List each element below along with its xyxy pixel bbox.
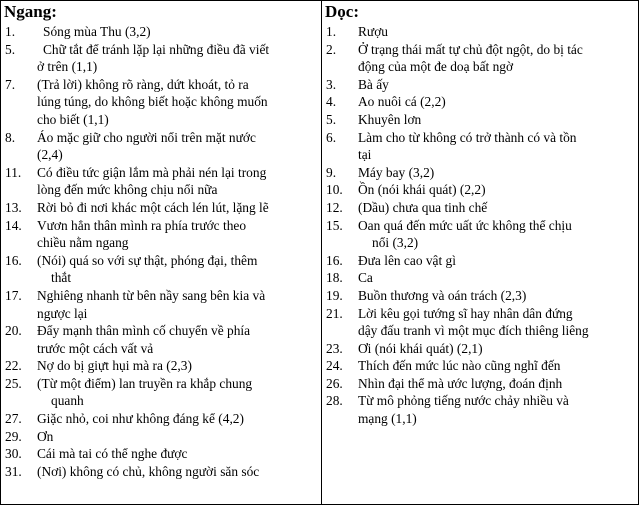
down-clue bbox=[322, 41, 638, 76]
clue-number: 23. bbox=[326, 340, 343, 356]
clue-text-continued: lòng đến mức không chịu nổi nữa bbox=[37, 182, 218, 198]
down-clue bbox=[322, 181, 638, 199]
clue-text: Làm cho từ không có trở thành có và tồn bbox=[358, 129, 577, 145]
clue-text: Thích đến mức lúc nào cũng nghĩ đến bbox=[358, 358, 561, 374]
across-clue-list bbox=[1, 23, 321, 480]
clue-text: Buồn thương và oán trách (2,3) bbox=[358, 287, 527, 303]
across-clue bbox=[1, 217, 321, 252]
clue-text: Rượu bbox=[358, 24, 388, 39]
clue-text-continued: mạng (1,1) bbox=[358, 411, 417, 427]
clue-text: Bà ấy bbox=[358, 76, 389, 92]
across-clue bbox=[1, 463, 321, 481]
clue-number: 1. bbox=[326, 24, 337, 39]
clue-text: Chữ tắt để tránh lặp lại những điều đã viết bbox=[43, 41, 270, 57]
clue-number: 8. bbox=[5, 129, 16, 145]
clue-number: 28. bbox=[326, 393, 343, 409]
clue-number: 1. bbox=[5, 24, 16, 39]
down-clue bbox=[322, 217, 638, 252]
across-clue bbox=[1, 428, 321, 446]
clue-number: 13. bbox=[5, 199, 22, 215]
clue-text-continued: nổi (3,2) bbox=[372, 235, 419, 251]
clue-number: 16. bbox=[326, 252, 343, 268]
clue-number: 24. bbox=[326, 358, 343, 374]
clue-text: Ao nuôi cá (2,2) bbox=[358, 94, 446, 110]
clue-number: 21. bbox=[326, 305, 343, 321]
clue-number: 15. bbox=[326, 217, 343, 233]
down-clue bbox=[322, 340, 638, 358]
clue-text-continued: ở trên (1,1) bbox=[37, 59, 98, 75]
clue-text: Đẩy mạnh thân mình cố chuyển về phía bbox=[37, 323, 251, 339]
clue-text: (Nơi) không có chủ, không người săn sóc bbox=[37, 463, 260, 479]
down-clue bbox=[322, 23, 638, 41]
clue-number: 6. bbox=[326, 129, 337, 145]
clue-text: Ở trạng thái mất tự chủ đột ngột, do bị tác bbox=[358, 41, 583, 57]
down-title: Dọc: bbox=[325, 2, 359, 21]
down-clue-list bbox=[322, 23, 638, 428]
clue-text: (Nói) quá so với sự thật, phóng đại, thêm bbox=[37, 252, 258, 268]
clue-number: 2. bbox=[326, 41, 337, 57]
clue-number: 16. bbox=[5, 252, 22, 268]
clue-text-continued: tại bbox=[358, 147, 372, 163]
clue-text: Từ mô phỏng tiếng nước chảy nhiều và bbox=[358, 393, 569, 409]
clue-text: Đưa lên cao vật gì bbox=[358, 252, 456, 268]
clue-text-continued: quanh bbox=[51, 393, 84, 409]
across-clue bbox=[1, 129, 321, 164]
clue-number: 26. bbox=[326, 375, 343, 391]
across-clue bbox=[1, 322, 321, 357]
clue-number: 27. bbox=[5, 411, 22, 427]
clue-number: 5. bbox=[326, 111, 337, 127]
clue-text: Ơi (nói khái quát) (2,1) bbox=[358, 340, 483, 356]
clue-number: 29. bbox=[5, 428, 22, 444]
clue-number: 7. bbox=[5, 76, 16, 92]
down-clue bbox=[322, 199, 638, 217]
across-clue bbox=[1, 375, 321, 410]
across-clue bbox=[1, 357, 321, 375]
clue-number: 14. bbox=[5, 217, 22, 233]
clue-text: Nghiêng nhanh từ bên nầy sang bên kia và bbox=[37, 287, 266, 303]
down-clue bbox=[322, 357, 638, 375]
clue-number: 4. bbox=[326, 94, 337, 110]
clue-text-continued: chiều nằm ngang bbox=[37, 235, 129, 251]
clue-number: 22. bbox=[5, 358, 22, 374]
across-clue bbox=[1, 445, 321, 463]
clue-text-continued: thắt bbox=[51, 270, 72, 286]
clue-text: Giặc nhỏ, coi như không đáng kể (4,2) bbox=[37, 411, 244, 427]
clue-text-continued: trước một cách vất vả bbox=[37, 340, 154, 356]
clue-number: 19. bbox=[326, 287, 343, 303]
clue-text: Ơn bbox=[37, 428, 54, 444]
down-column bbox=[322, 1, 638, 504]
across-clue bbox=[1, 76, 321, 129]
clue-text-continued: cho biết (1,1) bbox=[37, 111, 109, 127]
across-clue bbox=[1, 23, 321, 41]
clue-text-continued: ngược lại bbox=[37, 305, 88, 321]
clue-text: Nhìn đại thể mà ước lượng, đoán định bbox=[358, 375, 563, 391]
down-clue bbox=[322, 93, 638, 111]
clue-text: Ca bbox=[358, 270, 373, 286]
clue-number: 31. bbox=[5, 463, 22, 479]
down-clue bbox=[322, 287, 638, 305]
clue-number: 10. bbox=[326, 182, 343, 198]
clue-text: Nợ do bị giựt hụi mà ra (2,3) bbox=[37, 358, 192, 374]
clue-number: 30. bbox=[5, 446, 22, 462]
clue-text: Rời bỏ đi nơi khác một cách lén lút, lặng lẽ bbox=[37, 199, 269, 215]
down-clue bbox=[322, 129, 638, 164]
clue-text: Khuyên lơn bbox=[358, 111, 422, 127]
across-clue bbox=[1, 410, 321, 428]
clue-text: Oan quá đến mức uất ức không thể chịu bbox=[358, 217, 572, 233]
across-clue bbox=[1, 199, 321, 217]
across-column bbox=[1, 1, 322, 504]
clue-text: Cái mà tai có thể nghe được bbox=[37, 446, 188, 462]
clue-number: 5. bbox=[5, 41, 16, 57]
clue-number: 9. bbox=[326, 164, 337, 180]
clue-text: (Dầu) chưa qua tinh chế bbox=[358, 199, 488, 215]
clue-number: 3. bbox=[326, 76, 337, 92]
clue-text: (Từ một điểm) lan truyền ra khắp chung bbox=[37, 375, 253, 391]
clue-text: (Trả lời) không rõ ràng, dứt khoát, tỏ ra bbox=[37, 76, 249, 92]
clue-number: 25. bbox=[5, 375, 22, 391]
down-clue bbox=[322, 76, 638, 94]
across-clue bbox=[1, 164, 321, 199]
down-clue bbox=[322, 375, 638, 393]
clue-text: Vươn hẳn thân mình ra phía trước theo bbox=[37, 217, 247, 233]
clue-text-continued: động của một đe doạ bất ngờ bbox=[358, 59, 514, 75]
across-clue bbox=[1, 287, 321, 322]
clue-text: Ồn (nói khái quát) (2,2) bbox=[358, 182, 486, 198]
clue-text: Lời kêu gọi tướng sĩ hay nhân dân đứng bbox=[358, 305, 573, 321]
clue-number: 17. bbox=[5, 287, 22, 303]
down-clue bbox=[322, 392, 638, 427]
down-clue bbox=[322, 269, 638, 287]
clue-text-continued: (2,4) bbox=[37, 147, 63, 163]
clue-text: Sóng mùa Thu (3,2) bbox=[43, 24, 151, 39]
down-clue bbox=[322, 305, 638, 340]
down-clue bbox=[322, 164, 638, 182]
clue-number: 12. bbox=[326, 199, 343, 215]
clue-number: 20. bbox=[5, 323, 22, 339]
clue-text: Có điều tức giận lắm mà phải nén lại trong bbox=[37, 164, 267, 180]
clue-text: Máy bay (3,2) bbox=[358, 164, 435, 180]
down-clue bbox=[322, 252, 638, 270]
across-title: Ngang: bbox=[4, 2, 57, 21]
clue-text-continued: lúng túng, do không biết hoặc không muốn bbox=[37, 94, 268, 110]
clue-number: 18. bbox=[326, 270, 343, 286]
clue-text: Áo mặc giữ cho người nổi trên mặt nước bbox=[37, 129, 256, 145]
across-clue bbox=[1, 252, 321, 287]
across-clue bbox=[1, 41, 321, 76]
down-clue bbox=[322, 111, 638, 129]
clue-number: 11. bbox=[5, 164, 22, 180]
clue-text-continued: dậy đấu tranh vì một mục đích thiêng liêng bbox=[358, 323, 589, 339]
